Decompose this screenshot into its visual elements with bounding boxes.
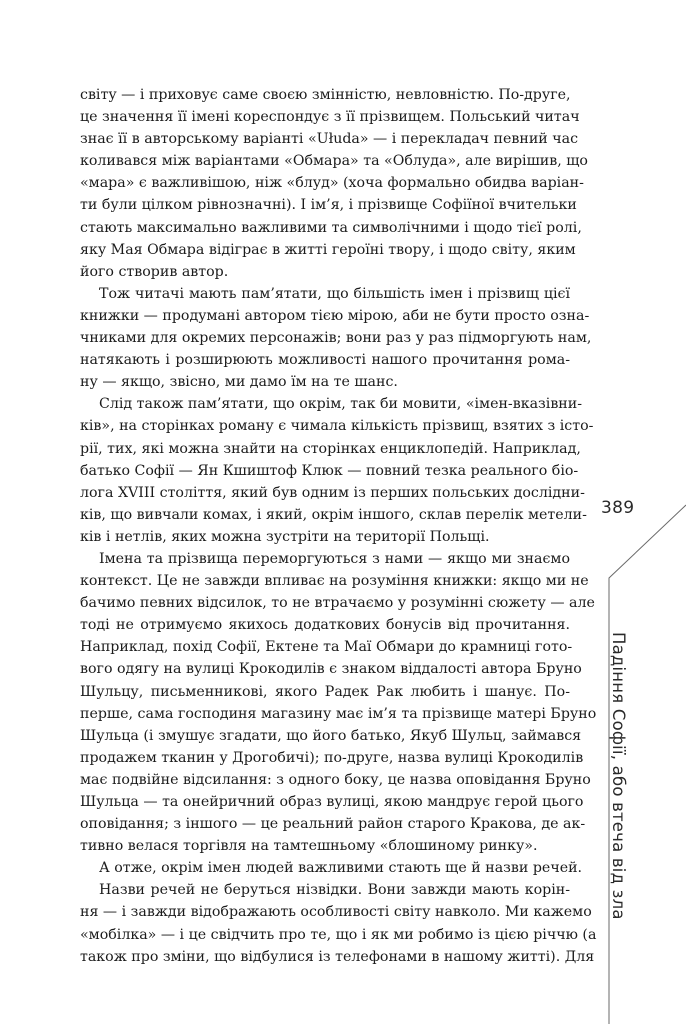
text-line: вого одягу на вулиці Крокодилів є знаком віддалості автора Бруно	[80, 661, 582, 678]
text-line: ків», на сторінках роману є чимала кількість прізвищ, взятих з істо-	[80, 418, 594, 435]
text-line: продажем тканин у Дрогобичі); по-друге, назва вулиці Крокодилів	[80, 749, 584, 766]
text-line: чниками для окремих персонажів; вони раз у раз підморгують нам,	[80, 330, 592, 347]
text-line: тивно велася торгівля на тамтешньому «блошиному ринку».	[80, 838, 538, 855]
text-line: Слід також пам’ятати, що окрім, так би мовити, «імен-вказівни-	[99, 396, 583, 413]
paragraph	[80, 548, 597, 857]
text-line: ти були цілком рівнозначні). І ім’я, і прізвище Софіїної вчительки	[80, 197, 577, 214]
text-line: Шульца — та онейричний образ вулиці, якою мандрує герой цього	[80, 794, 584, 810]
text-line: Назви речей не беруться нізвідки. Вони завжди мають корін-	[99, 882, 570, 899]
text-line: бачимо певних відсилок, то не втрачаємо у розумінні сюжету — але	[80, 595, 595, 612]
text-line: його створив автор.	[80, 263, 229, 280]
text-line: батько Софії — Ян Кшиштоф Клюк — повний тезка реального біо-	[80, 462, 579, 479]
text-line: «мара» є важливішою, ніж «блуд» (хоча формально обидва варіан-	[80, 175, 584, 192]
text-line: Шульца (і змушує згадати, що його батько, Якуб Шульц, займався	[80, 727, 582, 744]
text-line: ків, що вивчали комах, і який, окрім іншого, склав перелік метели-	[80, 506, 587, 523]
paragraph	[80, 283, 592, 393]
text-line: Наприклад, похід Софії, Ектене та Маї Обмари до крамниці гото-	[80, 639, 573, 656]
text-line: ну — якщо, звісно, ми дамо їм на те шанс.	[80, 374, 398, 391]
paragraph	[80, 84, 588, 283]
text-line: ня — і завжди відображають особливості світу навколо. Ми кажемо	[80, 904, 592, 921]
paragraph	[80, 393, 594, 548]
text-line: стають максимально важливими та символічними і щодо тієї ролі,	[80, 219, 582, 236]
text-line: А отже, окрім імен людей важливими стають ще й назви речей.	[99, 860, 583, 877]
text-line: Шульцу, письменникові, якого Радек Рак любить і шанує. По-	[80, 683, 570, 700]
text-line: рії, тих, які можна знайти на сторінках енциклопедій. Наприклад,	[80, 440, 581, 457]
text-line: книжки — продумані автором тією мірою, аби не бути просто озна-	[80, 307, 590, 324]
paragraph	[80, 857, 583, 879]
text-line: світу — і приховує саме своєю змінністю, невловністю. По-друге,	[80, 87, 571, 103]
text-line: оповідання; з іншого — це реальний район старого Кракова, де ак-	[80, 816, 586, 833]
text-line: «мобілка» — і це свідчить про те, що і як ми робимо із цією річчю (а	[80, 926, 597, 943]
text-line: коливався між варіантами «Обмара» та «Облуда», але вирішив, що	[80, 153, 588, 170]
body-text	[80, 84, 597, 968]
text-line: контекст. Це не завжди впливає на розуміння книжки: якщо ми не	[80, 573, 589, 590]
text-line: це значення її імені кореспондує з її прізвищем. Польський читач	[80, 109, 580, 126]
text-line: лога XVIII століття, який був одним із перших польських дослідни-	[80, 484, 585, 501]
text-line: тоді не отримуємо якихось додаткових бонусів від прочитання.	[80, 617, 570, 634]
text-line: також про зміни, що відбулися із телефонами в нашому житті). Для	[80, 948, 595, 965]
text-line: ків і нетлів, яких можна зустріти на території Польщі.	[80, 528, 490, 545]
page-number: 389	[601, 498, 635, 518]
text-line: має подвійне відсилання: з одного боку, це назва оповідання Бруно	[80, 771, 591, 788]
paragraph	[80, 879, 597, 967]
text-line: знає її в авторському варіанті «Ułuda» — і перекладач певний час	[80, 131, 579, 148]
running-head: Падіння Софії, або втеча від зла	[609, 632, 628, 920]
text-line: яку Мая Обмара відіграє в житті героїні твору, і щодо світу, яким	[80, 241, 576, 258]
text-line: натякають і розширюють можливості нашого прочитання рома-	[80, 352, 570, 369]
text-line: Імена та прізвища переморгуються з нами — якщо ми знаємо	[99, 550, 570, 567]
text-line: перше, сама господиня магазину має ім’я та прізвище матері Бруно	[80, 705, 597, 722]
text-line: Тож читачі мають пам’ятати, що більшість імен і прізвищ цієї	[99, 285, 570, 302]
